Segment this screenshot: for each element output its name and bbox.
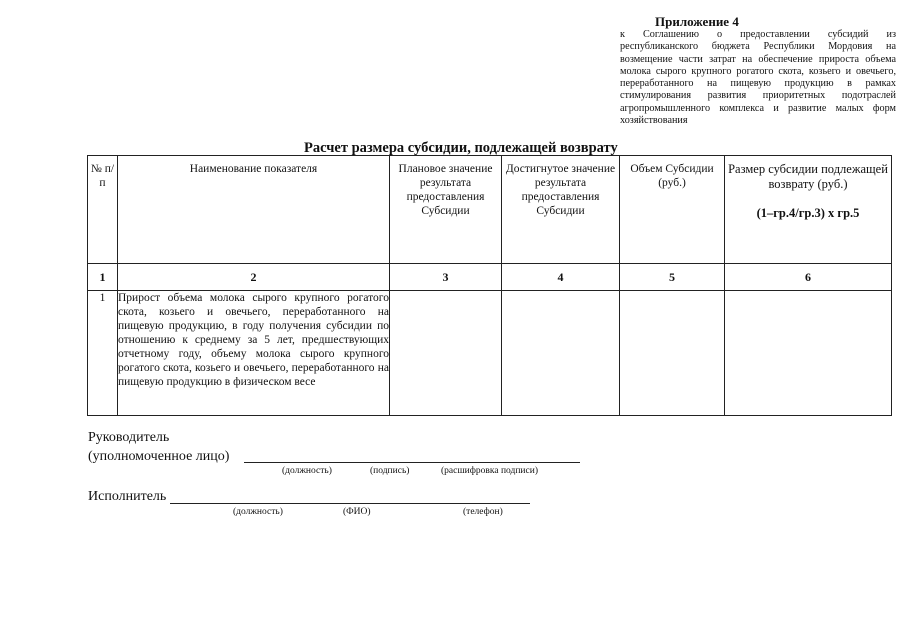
header-subsidy-volume: Объем Субсидии (руб.) <box>620 156 725 264</box>
row-subsidy-volume <box>620 291 725 416</box>
caption-executor-phone: (телефон) <box>463 507 503 517</box>
head-sublabel: (уполномоченное лицо) <box>88 449 230 464</box>
table-header-row <box>88 156 892 264</box>
refund-formula: (1–гр.4/гр.3) x гр.5 <box>756 206 860 220</box>
header-refund-amount <box>725 156 892 264</box>
row-planned-value <box>390 291 502 416</box>
table-row <box>88 291 892 416</box>
column-number: 6 <box>725 264 892 291</box>
executor-label: Исполнитель <box>88 489 167 504</box>
caption-executor-name: (ФИО) <box>343 507 371 517</box>
subsidy-refund-table <box>87 155 892 416</box>
caption-signature-decoding: (расшифровка подписи) <box>441 466 538 476</box>
row-achieved-value <box>502 291 620 416</box>
appendix-title: Приложение 4 <box>655 14 739 29</box>
column-number: 1 <box>88 264 118 291</box>
head-label: Руководитель <box>88 430 170 445</box>
header-indicator-name: Наименование показателя <box>118 156 390 264</box>
executor-signature-line <box>170 503 530 504</box>
column-number: 5 <box>620 264 725 291</box>
head-signature-line <box>244 462 580 463</box>
appendix-description: к Соглашению о предоставлении субсидий из республиканского бюджета Республики Мордовия на возмещение части затрат на обеспечение прироста объема молока сырого крупного рогатого скота, козьего и овечьего, переработанного на пищевую продукцию в рамках стимулирования развития приоритетных подотраслей агропромышленного комплекса и развитие малых форм хозяйствования <box>620 29 896 127</box>
column-number: 2 <box>118 264 390 291</box>
caption-position: (должность) <box>282 466 332 476</box>
header-refund-label: Размер субсидии подлежащей возврату (руб.) <box>728 162 888 191</box>
header-planned-value: Плановое значение результата предоставления Субсидии <box>390 156 502 264</box>
row-number: 1 <box>88 291 118 416</box>
column-number: 3 <box>390 264 502 291</box>
row-indicator-name: Прирост объема молока сырого крупного рогатого скота, козьего и овечьего, переработанного на пищевую продукцию, в году получения субсидии по отношению к среднему за 5 лет, предшествующих отчетному году, объему молока сырого крупного рогатого скота, козьего и овечьего, переработанного на пищевую продукцию в физическом весе <box>118 291 390 416</box>
column-number: 4 <box>502 264 620 291</box>
header-number: № п/п <box>88 156 118 264</box>
header-achieved-value: Достигнутое значение результата предоставления Субсидии <box>502 156 620 264</box>
table-title: Расчет размера субсидии, подлежащей возврату <box>304 140 618 156</box>
caption-signature: (подпись) <box>370 466 410 476</box>
caption-executor-position: (должность) <box>233 507 283 517</box>
row-refund-amount <box>725 291 892 416</box>
column-number-row <box>88 264 892 291</box>
